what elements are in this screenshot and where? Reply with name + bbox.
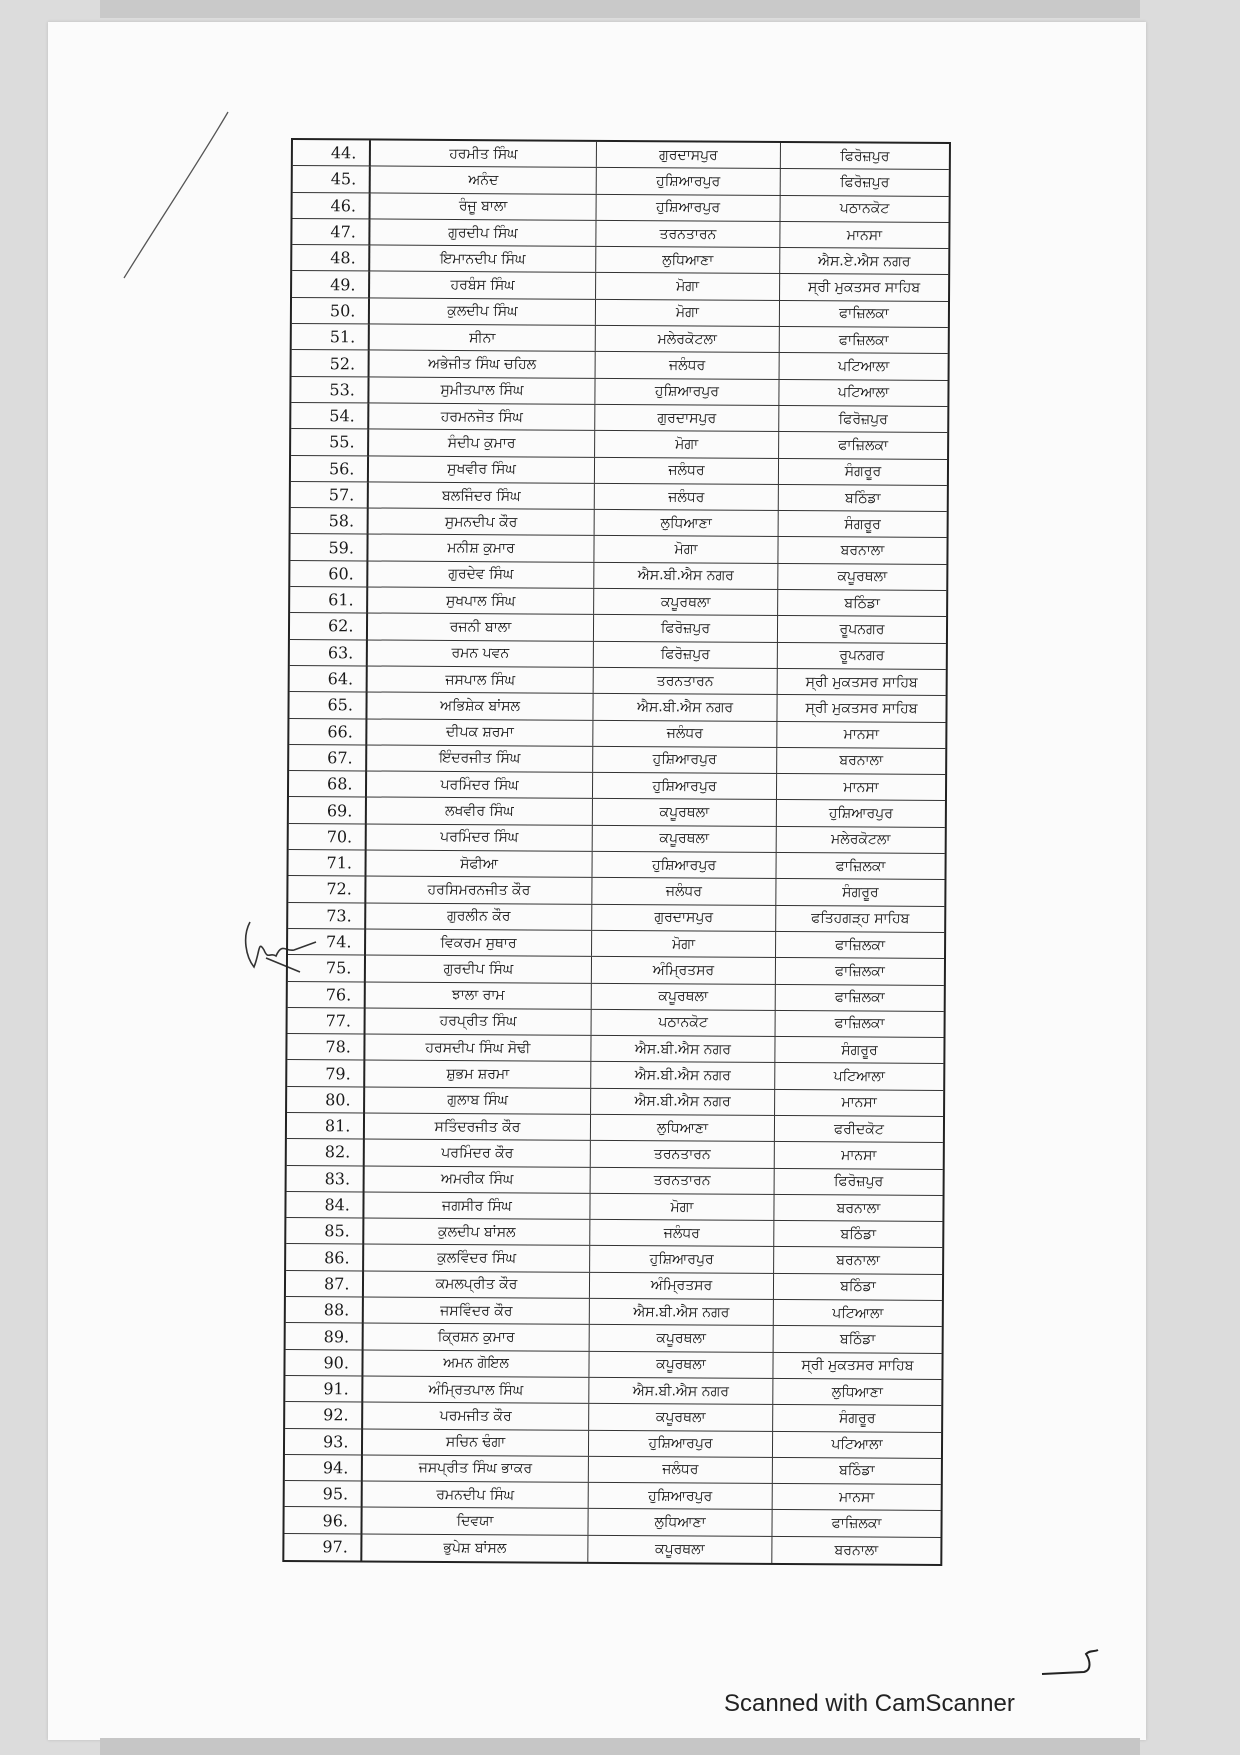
to-district: ਸੰਗਰੂਰ	[842, 884, 879, 901]
row-number: 59.	[290, 534, 368, 560]
row-number: 82.	[287, 1139, 365, 1165]
row-number: 86.	[286, 1244, 364, 1270]
from-district: ਕਪੂਰਥਲਾ	[589, 1352, 773, 1378]
from-district: ਲੁਧਿਆਣਾ	[588, 1509, 772, 1535]
corner-pen-mark	[1040, 1640, 1120, 1680]
row-number: 76.	[288, 981, 366, 1007]
employee-name: ਰੰਜੂ ਬਾਲਾ	[371, 193, 597, 220]
row-number: 96.	[284, 1507, 362, 1533]
row-number: 53.	[291, 377, 369, 403]
row-number: 88.	[286, 1297, 364, 1323]
from-district: ਐਸ.ਬੀ.ਐਸ ਨਗਰ	[594, 563, 778, 589]
table-row	[288, 955, 944, 985]
table-row	[287, 1034, 943, 1064]
to-district: ਐਸ.ਏ.ਐਸ ਨਗਰ	[817, 253, 911, 270]
table-row	[289, 824, 945, 854]
to-district: ਫਿਰੋਜ਼ਪੁਰ	[840, 174, 890, 191]
from-district: ਹੁਸ਼ਿਆਰਪੁਰ	[595, 379, 779, 405]
to-district: ਸ੍ਰੀ ਮੁਕਤਸਰ ਸਾਹਿਬ	[805, 700, 918, 717]
to-district: ਫਾਜ਼ਿਲਕਾ	[834, 963, 885, 980]
row-number: 78.	[287, 1034, 365, 1060]
to-district: ਪਟਿਆਲਾ	[833, 1068, 885, 1085]
employee-name: ਅਮਨ ਗੋਇਲ	[363, 1350, 589, 1377]
to-district: ਕਪੂਰਥਲਾ	[837, 568, 888, 586]
row-number: 47.	[292, 219, 370, 245]
from-district: ਜਲੰਧਰ	[596, 352, 780, 378]
table-row	[289, 797, 945, 827]
from-district: ਜਲੰਧਰ	[593, 720, 777, 746]
from-district: ਫਿਰੋਜ਼ਪੁਰ	[594, 642, 778, 668]
table-row	[285, 1350, 941, 1380]
to-district: ਫਾਜ਼ਿਲਕਾ	[838, 437, 889, 454]
table-row	[288, 850, 944, 880]
to-district: ਫਰੀਦਕੋਟ	[833, 1120, 884, 1138]
from-district: ਤਰਨਤਾਰਨ	[596, 221, 780, 247]
row-number: 64.	[290, 666, 368, 692]
row-number: 54.	[291, 403, 369, 429]
employee-name: ਸਚਿਨ ਢੰਗਾ	[363, 1429, 589, 1456]
table-row	[286, 1218, 942, 1248]
from-district: ਜਲੰਧਰ	[592, 878, 776, 904]
employee-name: ਹਰਸਦੀਪ ਸਿੰਘ ਸੋਢੀ	[365, 1035, 591, 1062]
row-number: 61.	[290, 587, 368, 613]
from-district: ਤਰਨਤਾਰਨ	[591, 1141, 775, 1167]
employee-name: ਜਗਸੀਰ ਸਿੰਘ	[364, 1192, 590, 1219]
table-row	[291, 429, 947, 459]
from-district: ਗੁਰਦਾਸਪੁਰ	[595, 405, 779, 431]
employee-name: ਪਰਮਜੀਤ ਕੌਰ	[363, 1403, 589, 1430]
table-row	[287, 1166, 943, 1196]
from-district: ਪਠਾਨਕੋਟ	[592, 1010, 776, 1036]
to-district: ਬਰਨਾਲਾ	[840, 542, 885, 559]
table-row	[289, 771, 945, 801]
to-district: ਮਾਨਸਾ	[841, 1094, 877, 1111]
table-row	[292, 271, 948, 301]
scan-bottom-edge	[100, 1738, 1140, 1755]
from-district: ਮੋਗਾ	[590, 1194, 774, 1220]
employee-name: ਹਰਪ੍ਰੀਤ ਸਿੰਘ	[366, 1008, 592, 1035]
table-row	[292, 219, 948, 249]
table-row	[293, 140, 949, 170]
from-district: ਲੁਧਿਆਣਾ	[595, 510, 779, 536]
to-district: ਫਤਿਹਗੜ੍ਹ ਸਾਹਿਬ	[811, 910, 910, 928]
employee-name: ਹਰਸਿਮਰਨਜੀਤ ਕੌਰ	[366, 877, 592, 904]
row-number: 84.	[286, 1192, 364, 1218]
employee-name: ਸੀਨਾ	[370, 325, 596, 352]
to-district: ਫਾਜ਼ਿਲਕਾ	[838, 305, 889, 323]
table-row	[287, 1139, 943, 1169]
from-district: ਅੰਮ੍ਰਿਤਸਰ	[590, 1273, 774, 1299]
employee-name: ਵਿਕਰਮ ਸੁਥਾਰ	[366, 929, 592, 956]
transfer-list-table	[282, 138, 951, 1566]
employee-name: ਸਤਿੰਦਰਜੀਤ ਕੌਰ	[365, 1113, 591, 1140]
employee-name: ਸੁਮਨਦੀਪ ਕੌਰ	[369, 509, 595, 536]
to-district: ਫਾਜ਼ਿਲਕਾ	[835, 936, 886, 954]
from-district: ਐਸ.ਬੀ.ਐਸ ਨਗਰ	[593, 694, 777, 720]
employee-name: ਕੁਲਦੀਪ ਬਾਂਸਲ	[364, 1219, 590, 1246]
table-row	[286, 1271, 942, 1301]
employee-name: ਝਾਲਾ ਰਾਮ	[366, 982, 592, 1009]
to-district: ਸੰਗਰੂਰ	[844, 516, 881, 533]
scan-top-edge	[100, 0, 1140, 18]
employee-name: ਗੁਰਦੀਪ ਸਿੰਘ	[370, 219, 596, 246]
row-number: 77.	[288, 1008, 366, 1034]
table-row	[286, 1323, 942, 1353]
to-district: ਮਲੇਰਕੋਟਲਾ	[830, 831, 891, 849]
to-district: ਸੰਗਰੂਰ	[844, 463, 882, 480]
table-row	[293, 166, 949, 196]
from-district: ਲੁਧਿਆਣਾ	[591, 1115, 775, 1141]
to-district: ਮਾਨਸਾ	[843, 726, 880, 743]
from-district: ਕਪੂਰਥਲਾ	[592, 983, 776, 1009]
from-district: ਹੁਸ਼ਿਆਰਪੁਰ	[589, 1430, 773, 1456]
from-district: ਜਲੰਧਰ	[590, 1220, 774, 1246]
from-district: ਜਲੰਧਰ	[595, 457, 779, 483]
row-number: 51.	[292, 324, 370, 350]
table-row	[286, 1244, 942, 1274]
employee-name: ਰਮਨ ਪਵਨ	[368, 640, 594, 667]
row-number: 71.	[288, 850, 366, 876]
table-row	[288, 876, 944, 906]
to-district: ਸ੍ਰੀ ਮੁਕਤਸਰ ਸਾਹਿਬ	[808, 279, 921, 296]
employee-name: ਕ੍ਰਿਸ਼ਨ ਕੁਮਾਰ	[364, 1324, 590, 1351]
row-number: 48.	[292, 245, 370, 271]
to-district: ਬਰਨਾਲਾ	[839, 752, 884, 770]
table-row	[285, 1481, 941, 1511]
table-row	[290, 613, 946, 643]
table-row	[287, 1087, 943, 1117]
row-number: 94.	[285, 1455, 363, 1481]
from-district: ਐਸ.ਬੀ.ਐਸ ਨਗਰ	[591, 1036, 775, 1062]
row-number: 81.	[287, 1113, 365, 1139]
from-district: ਤਰਨਤਾਰਨ	[594, 668, 778, 694]
to-district: ਪਠਾਨਕੋਟ	[839, 200, 890, 217]
employee-name: ਕੁਲਦੀਪ ਸਿੰਘ	[370, 298, 596, 325]
row-number: 45.	[293, 166, 371, 192]
employee-name: ਕੁਲਵਿੰਦਰ ਸਿੰਘ	[364, 1245, 590, 1272]
row-number: 91.	[285, 1376, 363, 1402]
row-number: 95.	[285, 1481, 363, 1507]
from-district: ਹੁਸ਼ਿਆਰਪੁਰ	[597, 194, 781, 220]
to-district: ਮਾਨਸਾ	[839, 1489, 875, 1506]
employee-name: ਹਰਬੰਸ ਸਿੰਘ	[370, 272, 596, 299]
from-district: ਫਿਰੋਜ਼ਪੁਰ	[594, 615, 778, 641]
employee-name: ਸੁਮੀਤਪਾਲ ਸਿੰਘ	[369, 377, 595, 404]
employee-name: ਕਮਲਪ੍ਰੀਤ ਕੌਰ	[364, 1271, 590, 1298]
employee-name: ਗੁਲਾਬ ਸਿੰਘ	[365, 1087, 591, 1114]
from-district: ਜਲੰਧਰ	[589, 1457, 773, 1483]
to-district: ਸ੍ਰੀ ਮੁਕਤਸਰ ਸਾਹਿਬ	[801, 1357, 914, 1375]
row-number: 55.	[291, 429, 369, 455]
row-number: 70.	[289, 824, 367, 850]
from-district: ਹੁਸ਼ਿਆਰਪੁਰ	[593, 747, 777, 773]
table-row	[290, 666, 946, 696]
row-number: 83.	[287, 1166, 365, 1192]
table-row	[292, 298, 948, 328]
row-number: 87.	[286, 1271, 364, 1297]
employee-name: ਦੀਪਕ ਸ਼ਰਮਾ	[367, 719, 593, 746]
from-district: ਮੋਗਾ	[594, 536, 778, 562]
row-number: 56.	[291, 456, 369, 482]
table-row	[290, 561, 946, 591]
row-number: 60.	[290, 561, 368, 587]
table-row	[290, 640, 946, 670]
table-row	[284, 1534, 940, 1564]
table-row	[286, 1297, 942, 1327]
row-number: 80.	[287, 1087, 365, 1113]
to-district: ਬਠਿੰਡਾ	[844, 489, 881, 507]
row-number: 57.	[291, 482, 369, 508]
from-district: ਐਸ.ਬੀ.ਐਸ ਨਗਰ	[590, 1299, 774, 1325]
table-row	[292, 350, 948, 380]
row-number: 90.	[285, 1350, 363, 1376]
to-district: ਬਰਨਾਲਾ	[836, 1252, 881, 1269]
employee-name: ਸੰਦੀਪ ਕੁਮਾਰ	[369, 430, 595, 457]
to-district: ਬਰਨਾਲਾ	[834, 1542, 879, 1559]
to-district: ਹੁਸ਼ਿਆਰਪੁਰ	[828, 805, 893, 822]
from-district: ਮਲੇਰਕੋਟਲਾ	[596, 326, 780, 352]
row-number: 68.	[289, 771, 367, 797]
to-district: ਸ੍ਰੀ ਮੁਕਤਸਰ ਸਾਹਿਬ	[805, 673, 918, 691]
table-row	[292, 324, 948, 354]
to-district: ਮਾਨਸਾ	[846, 226, 883, 244]
employee-name: ਰਜਨੀ ਬਾਲਾ	[368, 614, 594, 641]
row-number: 63.	[290, 640, 368, 666]
table-row	[292, 245, 948, 275]
from-district: ਗੁਰਦਾਸਪੁਰ	[597, 142, 781, 168]
from-district: ਕਪੂਰਥਲਾ	[593, 826, 777, 852]
to-district: ਪਟਿਆਲਾ	[832, 1305, 884, 1322]
table-row	[289, 692, 945, 722]
row-number: 73.	[288, 903, 366, 929]
row-number: 62.	[290, 613, 368, 639]
employee-name: ਇਮਾਨਦੀਪ ਸਿੰਘ	[370, 246, 596, 273]
table-row	[288, 929, 944, 959]
to-district: ਫਾਜ਼ਿਲਕਾ	[834, 989, 885, 1006]
table-row	[288, 1008, 944, 1038]
row-number: 49.	[292, 271, 370, 297]
row-number: 65.	[289, 692, 367, 718]
to-district: ਪਟਿਆਲਾ	[837, 358, 890, 375]
camscanner-watermark: Scanned with CamScanner	[724, 1690, 1015, 1717]
table-row	[287, 1060, 943, 1090]
to-district: ਸੰਗਰੂਰ	[838, 1410, 876, 1427]
from-district: ਹੁਸ਼ਿਆਰਪੁਰ	[590, 1246, 774, 1272]
employee-name: ਹਰਮਨਜੋਤ ਸਿੰਘ	[369, 403, 595, 430]
row-number: 44.	[293, 140, 371, 166]
row-number: 79.	[287, 1060, 365, 1086]
from-district: ਮੋਗਾ	[595, 431, 779, 457]
row-number: 74.	[288, 929, 366, 955]
employee-name: ਪਰਮਿੰਦਰ ਕੌਰ	[365, 1140, 591, 1167]
employee-name: ਜਸਵਿੰਦਰ ਕੌਰ	[364, 1298, 590, 1325]
from-district: ਐਸ.ਬੀ.ਐਸ ਨਗਰ	[589, 1378, 773, 1404]
employee-name: ਅੰਮ੍ਰਿਤਪਾਲ ਸਿੰਘ	[363, 1376, 589, 1403]
table-row	[285, 1376, 941, 1406]
to-district: ਬਠਿੰਡਾ	[840, 1226, 877, 1243]
to-district: ਮਾਨਸਾ	[841, 1147, 877, 1164]
employee-name: ਬਲਜਿੰਦਰ ਸਿੰਘ	[369, 482, 595, 509]
to-district: ਮਾਨਸਾ	[843, 779, 879, 796]
row-number: 58.	[291, 508, 369, 534]
employee-name: ਅਮਰੀਕ ਸਿੰਘ	[365, 1166, 591, 1193]
row-number: 93.	[285, 1429, 363, 1455]
employee-name: ਗੁਰਦੇਵ ਸਿੰਘ	[368, 561, 594, 588]
employee-name: ਦਿਵਯਾ	[362, 1508, 588, 1535]
from-district: ਕਪੂਰਥਲਾ	[594, 589, 778, 615]
employee-name: ਇੰਦਰਜੀਤ ਸਿੰਘ	[367, 745, 593, 772]
row-number: 97.	[284, 1534, 362, 1561]
to-district: ਬਰਨਾਲਾ	[836, 1199, 881, 1217]
employee-name: ਰਮਨਦੀਪ ਸਿੰਘ	[363, 1482, 589, 1509]
table-row	[287, 1113, 943, 1143]
table-row	[286, 1192, 942, 1222]
from-district: ਕਪੂਰਥਲਾ	[590, 1325, 774, 1351]
row-number: 67.	[289, 745, 367, 771]
from-district: ਹੁਸ਼ਿਆਰਪੁਰ	[593, 773, 777, 799]
to-district: ਬਠਿੰਡਾ	[840, 1278, 876, 1295]
to-district: ਫਾਜ਼ਿਲਕਾ	[834, 1015, 885, 1033]
employee-name: ਅਭਿਸ਼ੇਕ ਬਾਂਸਲ	[367, 693, 593, 720]
row-number: 50.	[292, 298, 370, 324]
from-district: ਤਰਨਤਾਰਨ	[591, 1167, 775, 1193]
to-district: ਫਿਰੋਜ਼ਪੁਰ	[840, 147, 890, 165]
from-district: ਅੰਮ੍ਰਿਤਸਰ	[592, 957, 776, 983]
employee-name: ਪਰਮਿੰਦਰ ਸਿੰਘ	[367, 824, 593, 851]
to-district: ਸੰਗਰੂਰ	[841, 1042, 878, 1059]
employee-name: ਅਨੰਦ	[371, 167, 597, 194]
table-row	[291, 377, 947, 407]
pen-stroke-mark	[120, 110, 230, 280]
employee-name: ਜਸਪ੍ਰੀਤ ਸਿੰਘ ਭਾਕਰ	[363, 1455, 589, 1482]
row-number: 52.	[292, 350, 370, 376]
table-row	[293, 193, 949, 223]
employee-name: ਅਭੇਜੀਤ ਸਿੰਘ ਚਹਿਲ	[370, 351, 596, 378]
employee-name: ਭੁਪੇਸ਼ ਬਾਂਸਲ	[362, 1534, 588, 1562]
employee-name: ਸੁਖਪਾਲ ਸਿੰਘ	[368, 588, 594, 615]
employee-name: ਮਨੀਸ਼ ਕੁਮਾਰ	[368, 535, 594, 562]
from-district: ਕਪੂਰਥਲਾ	[588, 1536, 772, 1563]
row-number: 69.	[289, 797, 367, 823]
table-row	[284, 1507, 940, 1537]
to-district: ਰੂਪਨਗਰ	[839, 647, 885, 664]
to-district: ਫਾਜ਼ਿਲਕਾ	[831, 1515, 882, 1532]
table-row	[291, 456, 947, 486]
employee-name: ਗੁਰਲੀਨ ਕੌਰ	[366, 903, 592, 930]
from-district: ਮੋਗਾ	[592, 931, 776, 957]
row-number: 75.	[288, 955, 366, 981]
row-number: 72.	[288, 876, 366, 902]
from-district: ਲੁਧਿਆਣਾ	[596, 247, 780, 273]
employee-name: ਗੁਰਦੀਪ ਸਿੰਘ	[366, 956, 592, 983]
employee-name: ਪਰਮਿੰਦਰ ਸਿੰਘ	[367, 772, 593, 799]
table-row	[291, 403, 947, 433]
from-district: ਹੁਸ਼ਿਆਰਪੁਰ	[592, 852, 776, 878]
to-district: ਫਾਜ਼ਿਲਕਾ	[838, 332, 889, 349]
from-district: ਹੁਸ਼ਿਆਰਪੁਰ	[597, 168, 781, 194]
to-district: ਫਿਰੋਜ਼ਪੁਰ	[833, 1173, 884, 1190]
to-district: ਬਠਿੰਡਾ	[844, 595, 880, 612]
row-number: 89.	[286, 1323, 364, 1349]
from-district: ਗੁਰਦਾਸਪੁਰ	[592, 904, 776, 930]
to-district: ਰੂਪਨਗਰ	[839, 621, 885, 638]
to-district: ਬਠਿੰਡਾ	[839, 1462, 875, 1480]
table-row	[288, 903, 944, 933]
table-row	[285, 1429, 941, 1459]
row-number: 46.	[293, 193, 371, 219]
row-number: 66.	[289, 719, 367, 745]
from-district: ਐਸ.ਬੀ.ਐਸ ਨਗਰ	[591, 1062, 775, 1088]
employee-name: ਲਖਵੀਰ ਸਿੰਘ	[367, 798, 593, 825]
from-district: ਮੋਗਾ	[596, 273, 780, 299]
employee-name: ਜਸਪਾਲ ਸਿੰਘ	[368, 666, 594, 693]
from-district: ਮੋਗਾ	[596, 300, 780, 326]
to-district: ਫਾਜ਼ਿਲਕਾ	[835, 857, 886, 875]
from-district: ਜਲੰਧਰ	[595, 484, 779, 510]
table-row	[285, 1455, 941, 1485]
employee-name: ਹਰਮੀਤ ਸਿੰਘ	[371, 140, 597, 167]
employee-name: ਸੁਖਵੀਰ ਸਿੰਘ	[369, 456, 595, 483]
row-number: 92.	[285, 1402, 363, 1428]
employee-name: ਸ਼ੁਭਮ ਸ਼ਰਮਾ	[365, 1061, 591, 1088]
table-row	[289, 719, 945, 749]
table-row	[285, 1402, 941, 1432]
from-district: ਐਸ.ਬੀ.ਐਸ ਨਗਰ	[591, 1089, 775, 1115]
table-row	[291, 482, 947, 512]
row-number: 85.	[286, 1218, 364, 1244]
table-row	[290, 587, 946, 617]
to-district: ਲੁਧਿਆਣਾ	[831, 1383, 883, 1401]
table-row	[291, 508, 947, 538]
table-row	[288, 981, 944, 1011]
from-district: ਕਪੂਰਥਲਾ	[589, 1404, 773, 1430]
from-district: ਕਪੂਰਥਲਾ	[593, 799, 777, 825]
from-district: ਹੁਸ਼ਿਆਰਪੁਰ	[589, 1483, 773, 1509]
to-district: ਪਟਿਆਲਾ	[837, 384, 890, 401]
table-row	[290, 534, 946, 564]
to-district: ਫਿਰੋਜ਼ਪੁਰ	[838, 410, 888, 428]
employee-name: ਸੋਫੀਆ	[366, 850, 592, 877]
table-row	[289, 745, 945, 775]
to-district: ਬਠਿੰਡਾ	[839, 1331, 876, 1348]
to-district: ਪਟਿਆਲਾ	[831, 1436, 883, 1453]
